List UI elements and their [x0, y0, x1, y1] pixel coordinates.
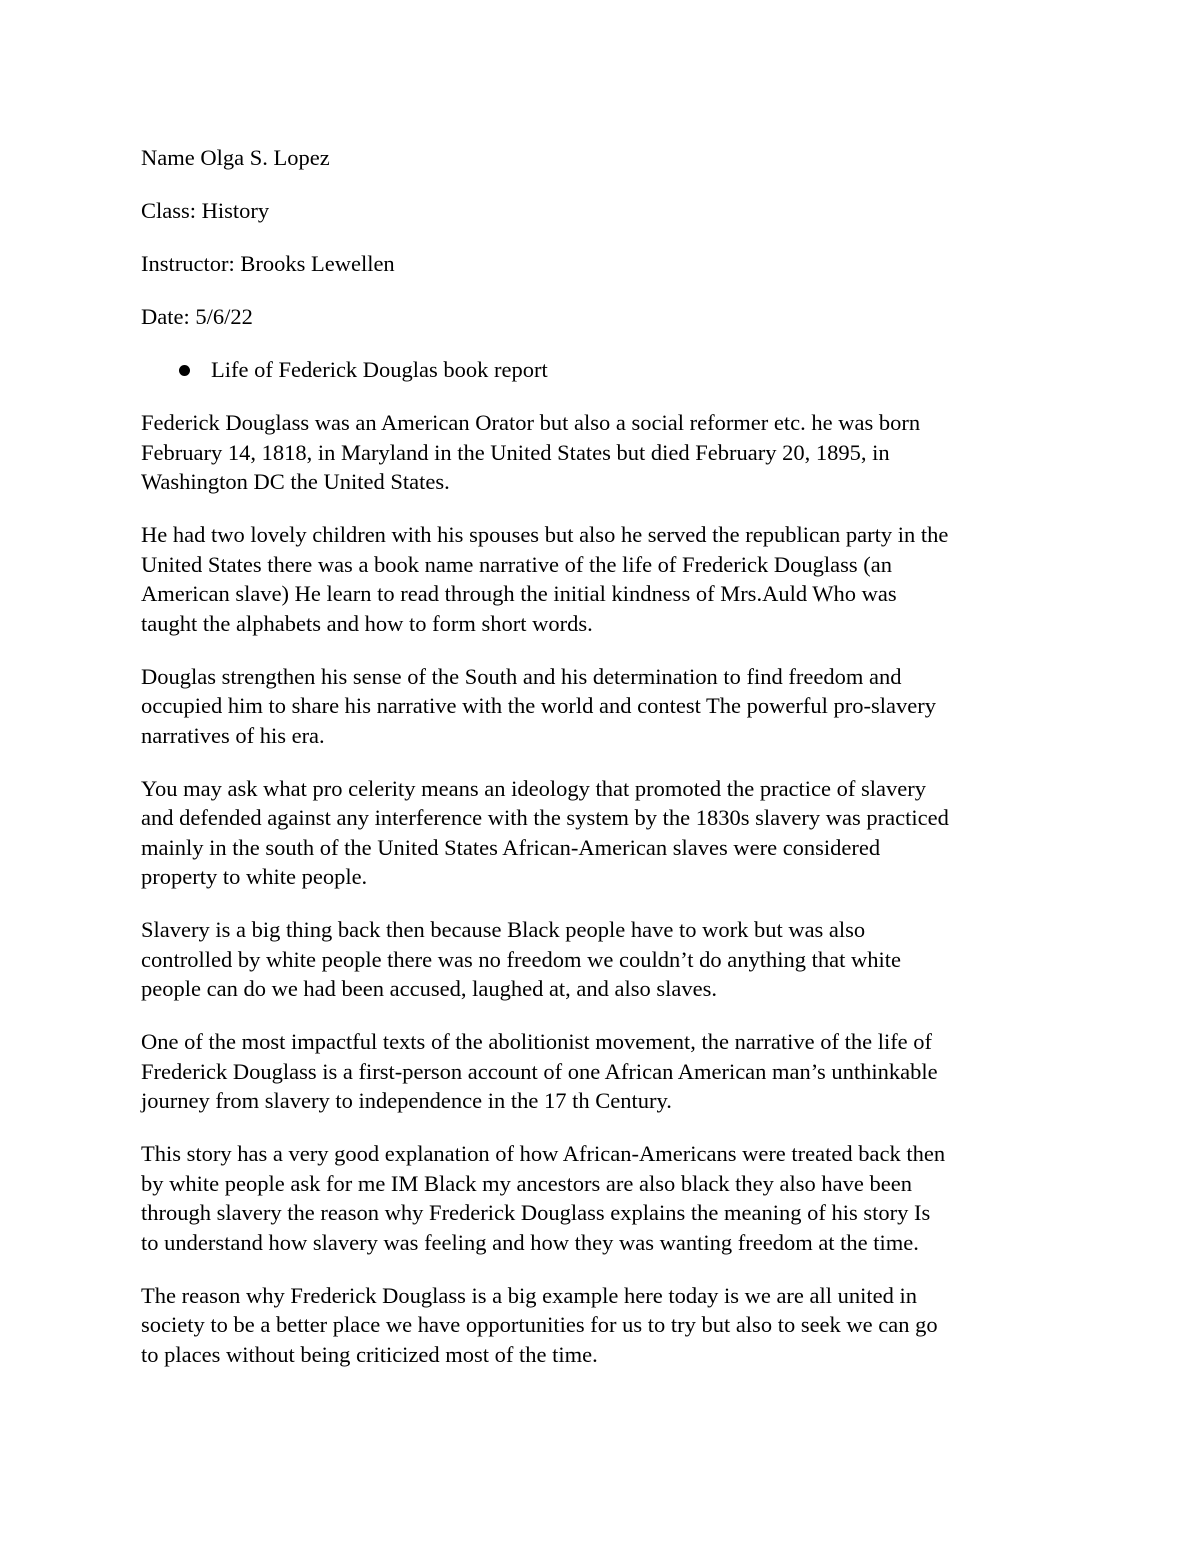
paragraph-line: journey from slavery to independence in the 17 th Century.: [141, 1088, 672, 1113]
body-paragraph: [141, 520, 1061, 638]
paragraph-line: February 14, 1818, in Maryland in the United States but died February 20, 1895, in: [141, 439, 890, 465]
paragraph-line: The reason why Frederick Douglass is a big example here today is we are all united in: [141, 1282, 918, 1308]
report-paragraphs: [141, 408, 1061, 1369]
date-line: Date: 5/6/22: [141, 304, 253, 329]
student-name-line: Name Olga S. Lopez: [141, 145, 330, 170]
paragraph-line: Douglas strengthen his sense of the South and his determination to find freedom and: [141, 663, 902, 689]
body-paragraph: [141, 1027, 1061, 1116]
body-paragraph: [141, 915, 1061, 1004]
paragraph-line: society to be a better place we have opportunities for us to try but also to seek we can go: [141, 1312, 938, 1337]
document-body: [141, 143, 1061, 1393]
bullet-dot-icon: [179, 365, 190, 376]
body-paragraph: [141, 1281, 1061, 1370]
paragraph-line: mainly in the south of the United States African-American slaves were considered: [141, 834, 881, 860]
paragraph-line: to understand how slavery was feeling and how they was wanting freedom at the time.: [141, 1229, 919, 1255]
paragraph-line: Washington DC the United States.: [141, 469, 450, 494]
paragraph-line: by white people ask for me IM Black my ancestors are also black they also have been: [141, 1170, 912, 1196]
body-paragraph: [141, 662, 1061, 751]
paragraph-line: to places without being criticized most of the time.: [141, 1341, 598, 1367]
paragraph-line: occupied him to share his narrative with the world and contest The powerful pro-slavery: [141, 693, 936, 718]
bullet-item-text: Life of Federick Douglas book report: [211, 357, 548, 382]
paragraph-line: property to white people.: [141, 864, 368, 889]
bullet-item: [141, 355, 1061, 385]
paragraph-line: Federick Douglass was an American Orator but also a social reformer etc. he was born: [141, 410, 921, 435]
paragraph-line: Slavery is a big thing back then because Black people have to work but was also: [141, 917, 866, 942]
paragraph-line: American slave) He learn to read through the initial kindness of Mrs.Auld Who was: [141, 581, 897, 606]
body-paragraph: [141, 1139, 1061, 1257]
paragraph-line: and defended against any interference with the system by the 1830s slavery was practiced: [141, 805, 949, 830]
paragraph-line: You may ask what pro celerity means an ideology that promoted the practice of slavery: [141, 775, 926, 801]
body-paragraph: [141, 408, 1061, 497]
paragraph-line: United States there was a book name narrative of the life of Frederick Douglass (an: [141, 551, 892, 577]
class-line: Class: History: [141, 198, 270, 223]
paragraph-line: narratives of his era.: [141, 722, 325, 748]
body-paragraph: [141, 774, 1061, 892]
paragraph-line: controlled by white people there was no freedom we couldn’t do anything that white: [141, 946, 902, 972]
instructor-line: Instructor: Brooks Lewellen: [141, 251, 395, 276]
paragraph-line: taught the alphabets and how to form short words.: [141, 610, 593, 636]
paragraph-line: through slavery the reason why Frederick Douglass explains the meaning of his story Is: [141, 1200, 931, 1225]
paragraph-line: This story has a very good explanation of how African-Americans were treated back then: [141, 1141, 946, 1166]
paragraph-line: He had two lovely children with his spouses but also he served the republican party in the: [141, 522, 949, 547]
paragraph-line: One of the most impactful texts of the abolitionist movement, the narrative of the life of: [141, 1029, 933, 1054]
paragraph-line: people can do we had been accused, laughed at, and also slaves.: [141, 976, 718, 1001]
paragraph-line: Frederick Douglass is a first-person account of one African American man’s unthinkable: [141, 1058, 938, 1084]
